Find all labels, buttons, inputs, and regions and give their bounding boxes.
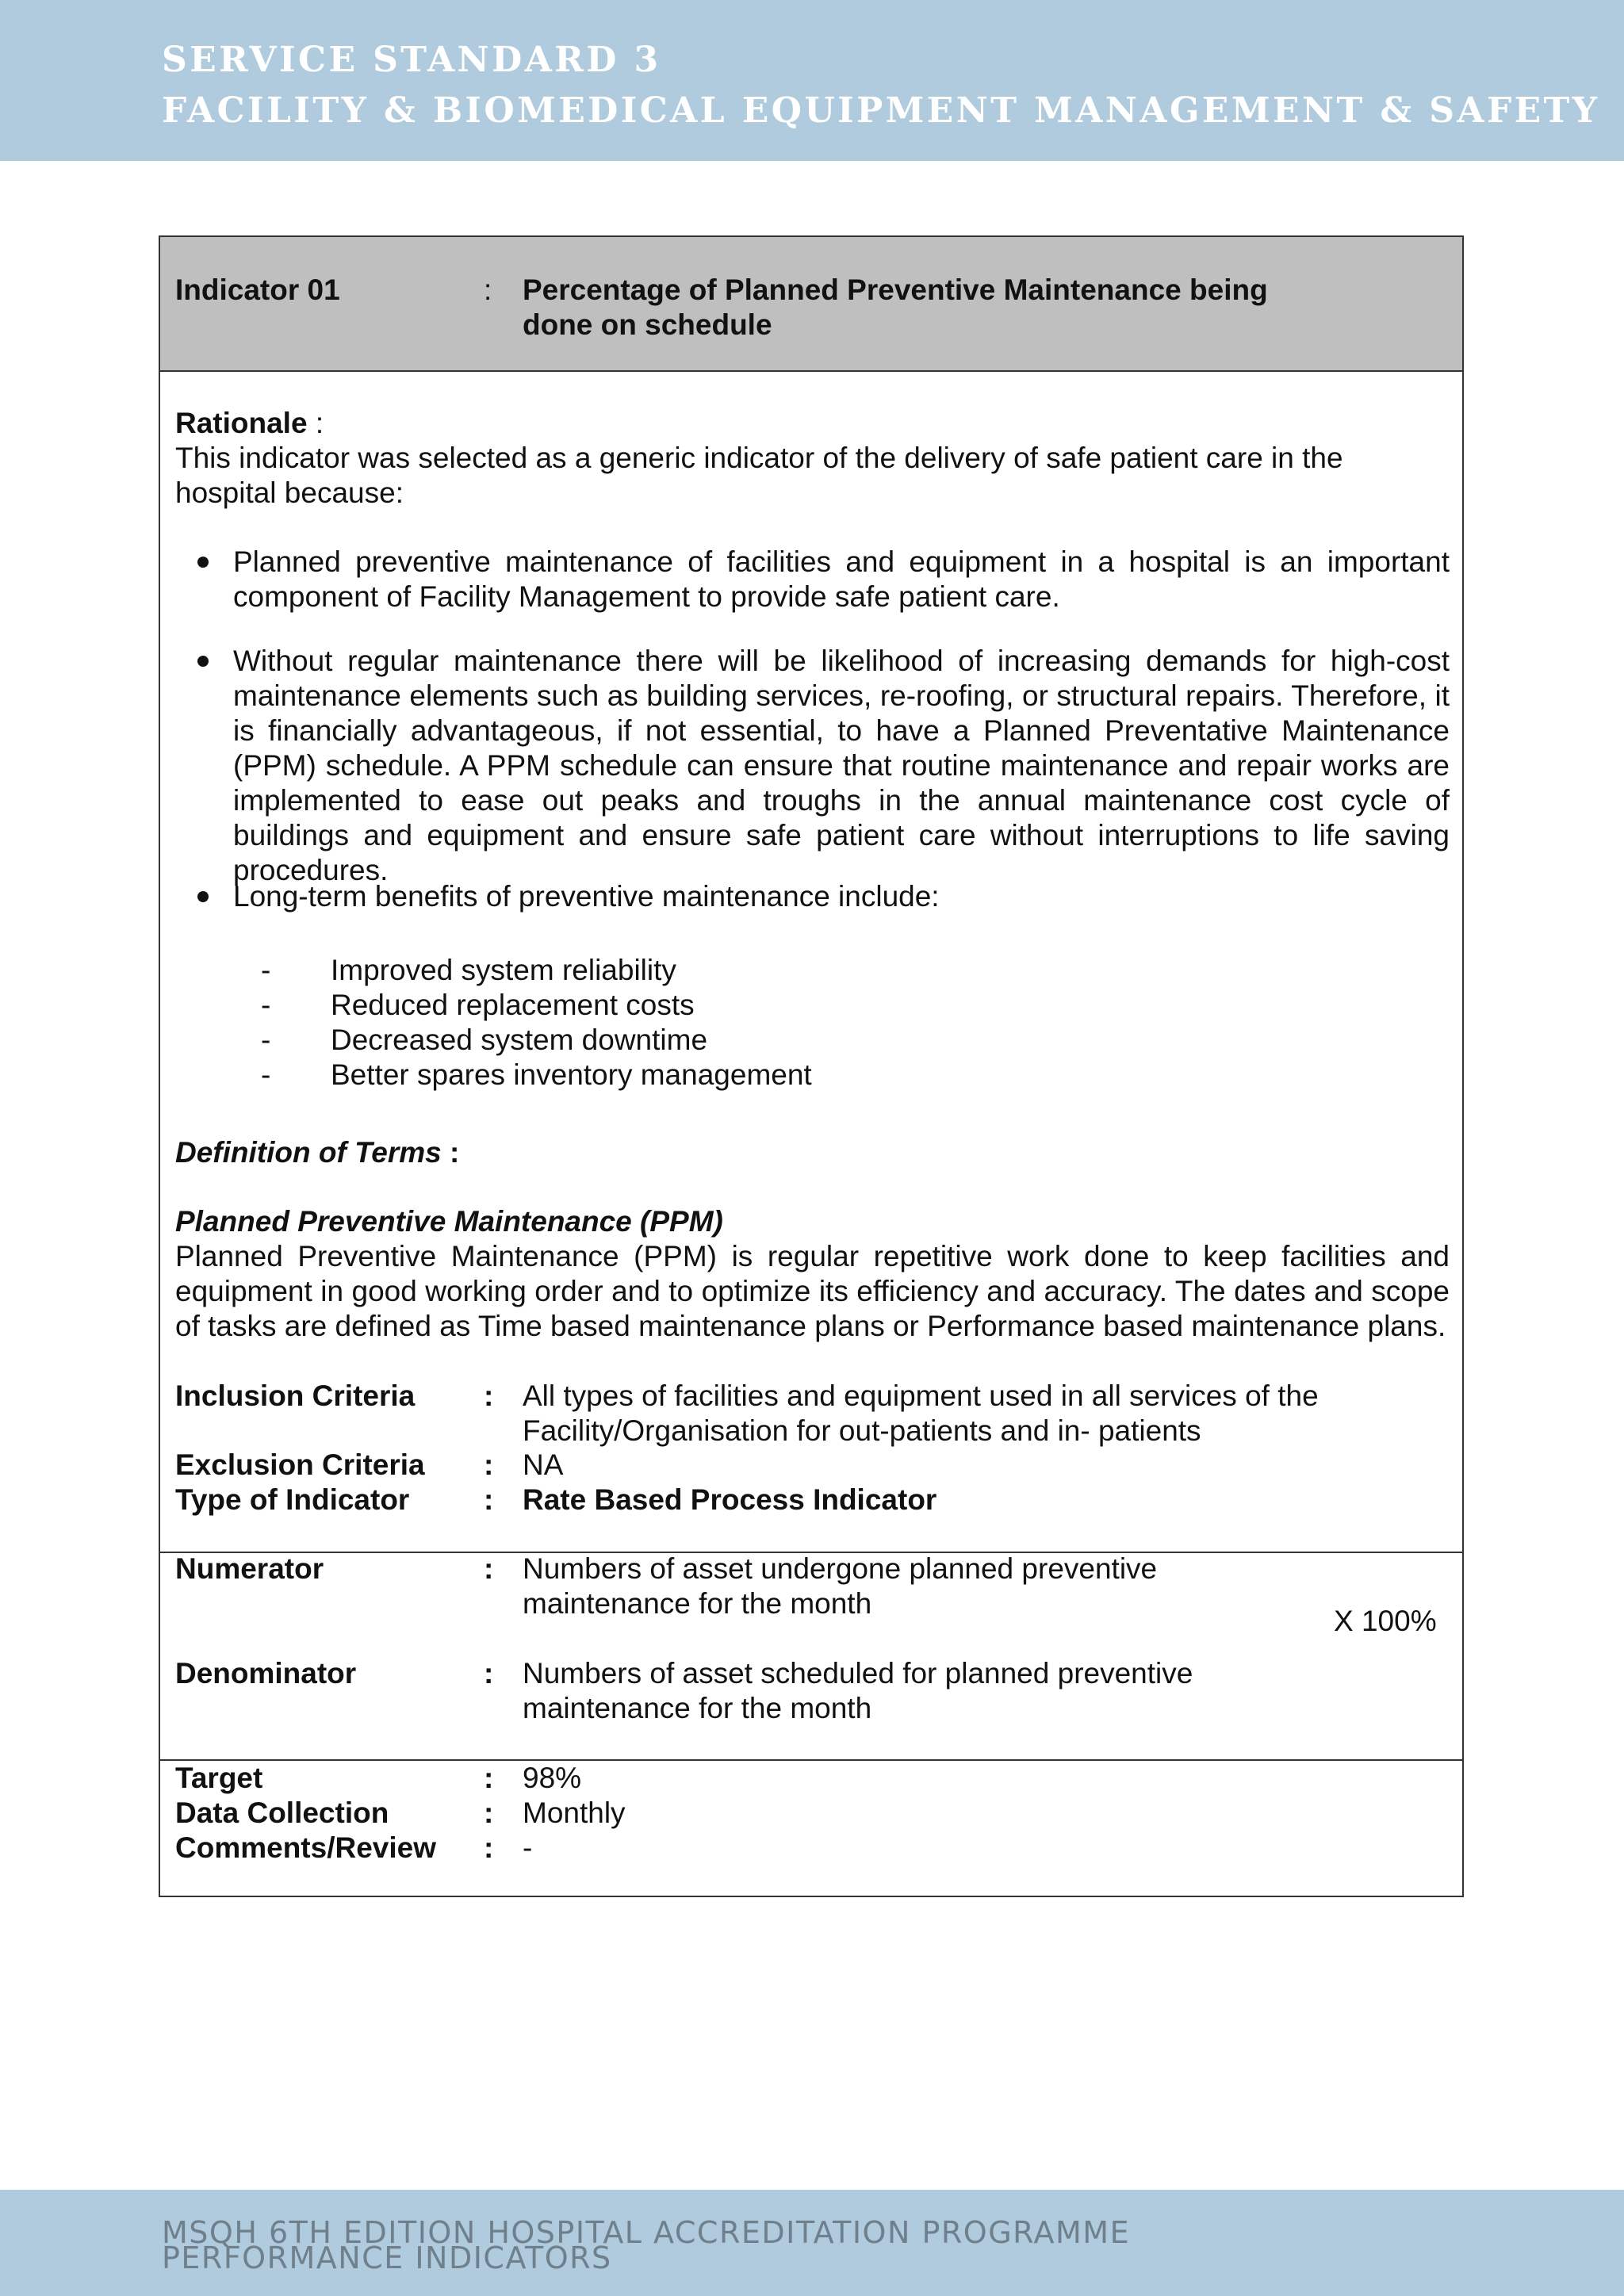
multiplier: X 100% [1334, 1605, 1437, 1637]
rationale-colon: : [315, 407, 324, 439]
denominator-value: Numbers of asset scheduled for planned preventive maintenance for the month [523, 1657, 1193, 1724]
page-footer [0, 2190, 1624, 2296]
colon: : [484, 1831, 494, 1864]
comments-value: - [523, 1831, 533, 1864]
benefit-item: Decreased system downtime [331, 1024, 708, 1056]
colon: : [484, 1448, 494, 1481]
colon: : [484, 1657, 494, 1689]
rationale-bullet-2: Without regular maintenance there will be likelihood of increasing demands for high-cost maintenance elements such as building services, re-roofing, or structural repairs. Therefore, it is financially advantageous, if not essential, to have a Planned Preventative Maintenance (PPM) schedule. A PPM schedule can ensure that routine maintenance and repair works are implemented to ease out peaks and troughs in the annual maintenance cost cycle of buildings and equipment and ensure safe patient care without interruptions to life saving procedures. [233, 645, 1450, 886]
exclusion-label: Exclusion Criteria [175, 1448, 425, 1481]
target-value: 98% [523, 1762, 582, 1794]
footer-programme: MSQH 6TH EDITION HOSPITAL ACCREDITATION PROGRAMME [162, 2215, 1131, 2250]
bullet-icon [197, 656, 209, 667]
definition-term: Planned Preventive Maintenance (PPM) [175, 1205, 723, 1238]
colon: : [484, 1762, 494, 1794]
rationale-label: Rationale [175, 407, 308, 439]
footer-subtitle: PERFORMANCE INDICATORS [162, 2241, 612, 2275]
numerator-value: Numbers of asset undergone planned preventive maintenance for the month [523, 1552, 1158, 1620]
inclusion-label: Inclusion Criteria [175, 1380, 416, 1412]
page-header [0, 0, 1624, 161]
inclusion-value: All types of facilities and equipment used in all services of the Facility/Organisation for out-patients and in- patients [523, 1380, 1319, 1447]
indicator-colon: : [484, 274, 492, 306]
target-label: Target [175, 1762, 263, 1794]
dash-marker: - [261, 954, 271, 986]
indicator-header [160, 237, 1462, 372]
standard-title: FACILITY & BIOMEDICAL EQUIPMENT MANAGEMENT & SAFETY [162, 90, 1600, 131]
collection-label: Data Collection [175, 1797, 389, 1829]
indicator-title: Percentage of Planned Preventive Maintenance being done on schedule [523, 274, 1268, 341]
numerator-label: Numerator [175, 1552, 324, 1585]
rationale-bullet-1: Planned preventive maintenance of facilities and equipment in a hospital is an important component of Facility Management to provide safe patient care. [233, 545, 1450, 613]
dash-marker: - [261, 1024, 271, 1056]
comments-label: Comments/Review [175, 1831, 436, 1864]
dash-marker: - [261, 1058, 271, 1091]
rationale-heading [175, 406, 324, 441]
colon: : [484, 1797, 494, 1829]
colon: : [484, 1380, 494, 1412]
indicator-label: Indicator 01 [175, 274, 340, 306]
benefit-item: Better spares inventory management [331, 1058, 812, 1091]
denominator-label: Denominator [175, 1657, 357, 1689]
exclusion-value: NA [523, 1448, 564, 1481]
bullet-icon [197, 557, 209, 568]
definitions-label: Definition of Terms [175, 1136, 442, 1169]
bullet-icon [197, 891, 209, 902]
definitions-heading [175, 1135, 459, 1170]
benefit-item: Reduced replacement costs [331, 989, 695, 1021]
collection-value: Monthly [523, 1797, 626, 1829]
definitions-colon: : [450, 1136, 460, 1169]
type-label: Type of Indicator [175, 1483, 410, 1516]
colon: : [484, 1483, 494, 1516]
type-value: Rate Based Process Indicator [523, 1483, 937, 1516]
standard-number: SERVICE STANDARD 3 [162, 40, 661, 80]
rationale-intro: This indicator was selected as a generic indicator of the delivery of safe patient care in the hospital because: [175, 442, 1343, 509]
rationale-bullet-3: Long-term benefits of preventive maintenance include: [233, 880, 940, 913]
indicator-card [159, 235, 1464, 1897]
dash-marker: - [261, 989, 271, 1021]
colon: : [484, 1552, 494, 1585]
benefit-item: Improved system reliability [331, 954, 676, 986]
definition-text: Planned Preventive Maintenance (PPM) is regular repetitive work done to keep facilities and equipment in good working order and to optimize its efficiency and accuracy. The dates and scope of tasks are defined as Time based maintenance plans or Performance based maintenance plans. [175, 1240, 1450, 1342]
section-divider [160, 1759, 1462, 1761]
